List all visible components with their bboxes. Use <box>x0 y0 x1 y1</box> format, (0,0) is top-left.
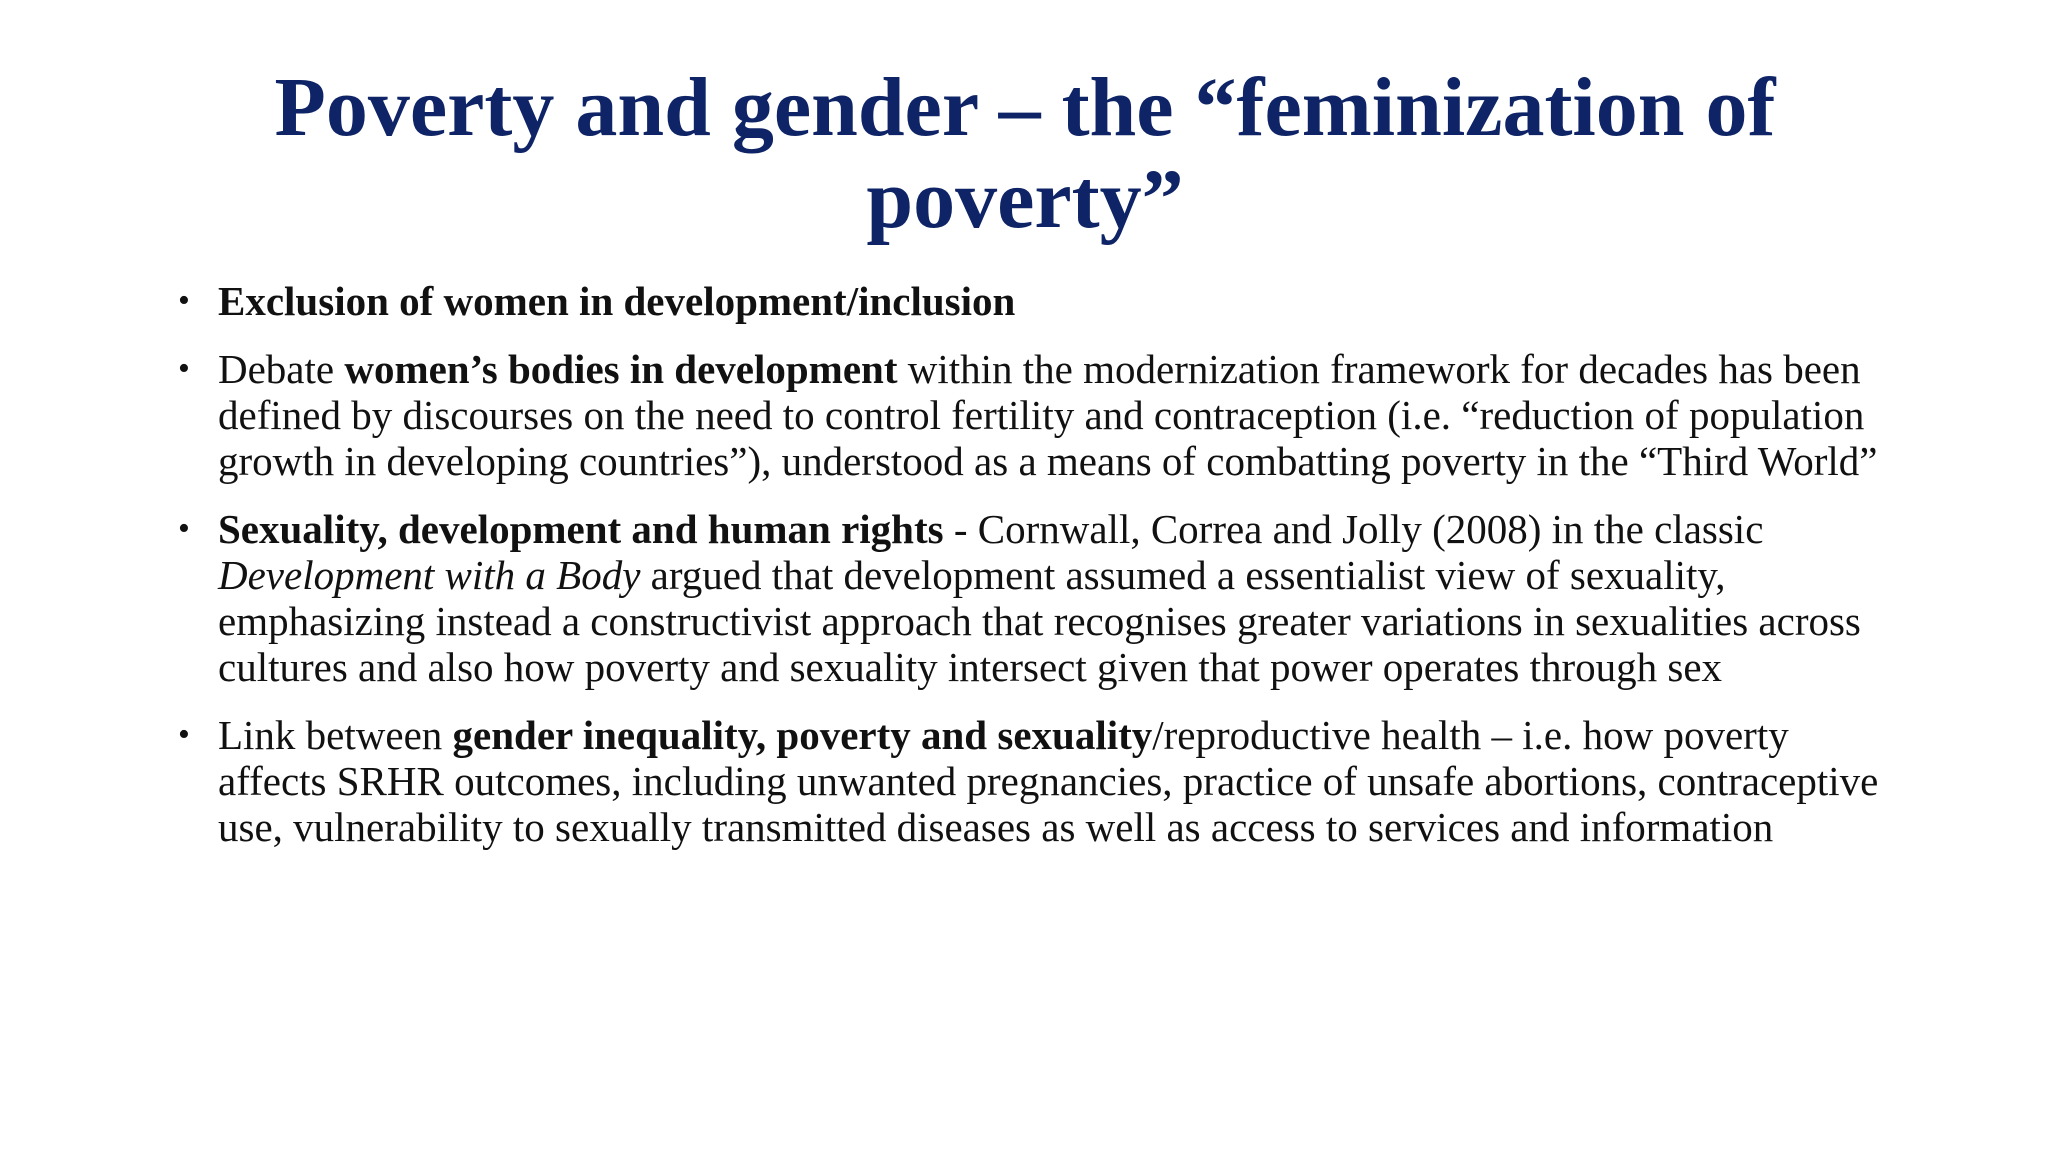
bullet-text-bold: women’s bodies in development <box>344 346 898 392</box>
bullet-text-bold: gender inequality, poverty and sexuality <box>452 712 1153 758</box>
bullet-text: Exclusion of women in development/inclusion <box>218 278 1016 324</box>
bullet-text: - Cornwall, Correa and Jolly (2008) in the classic <box>943 506 1764 552</box>
bullet-text-italic: Development with a Body <box>218 552 641 598</box>
bullet-item <box>178 278 1898 324</box>
bullet-item <box>178 712 1898 850</box>
bullet-text: argued that development assumed a essentialist view of sexuality, emphasizing instead a constructivist approach that recognises greater variations in sexualities across cultures and also how poverty and sexuality intersect given that power operates through sex <box>218 552 1861 690</box>
bullet-text: within the modernization framework for decades has been defined by discourses on the need to control fertility and contraception (i.e. “reduction of population growth in developing countries”), understood as a means of combatting poverty in the “Third World” <box>218 346 1878 484</box>
bullet-text: Debate <box>218 346 345 392</box>
bullet-list <box>178 278 1898 872</box>
bullet-text: Link between <box>218 712 453 758</box>
slide-title: Poverty and gender – the “feminization of poverty” <box>274 61 1776 246</box>
bullet-icon: • <box>178 716 190 753</box>
bullet-text-bold: Sexuality, development and human rights <box>218 506 944 552</box>
bullet-icon: • <box>178 510 190 547</box>
bullet-icon: • <box>178 350 190 387</box>
bullet-icon: • <box>178 282 190 319</box>
bullet-item <box>178 346 1898 484</box>
bullet-text: /reproductive health – i.e. how poverty affects SRHR outcomes, including unwanted pregnancies, practice of unsafe abortions, contraceptive use, vulnerability to sexually transmitted diseases as well as access to services and information <box>218 712 1879 850</box>
bullet-item <box>178 506 1898 690</box>
